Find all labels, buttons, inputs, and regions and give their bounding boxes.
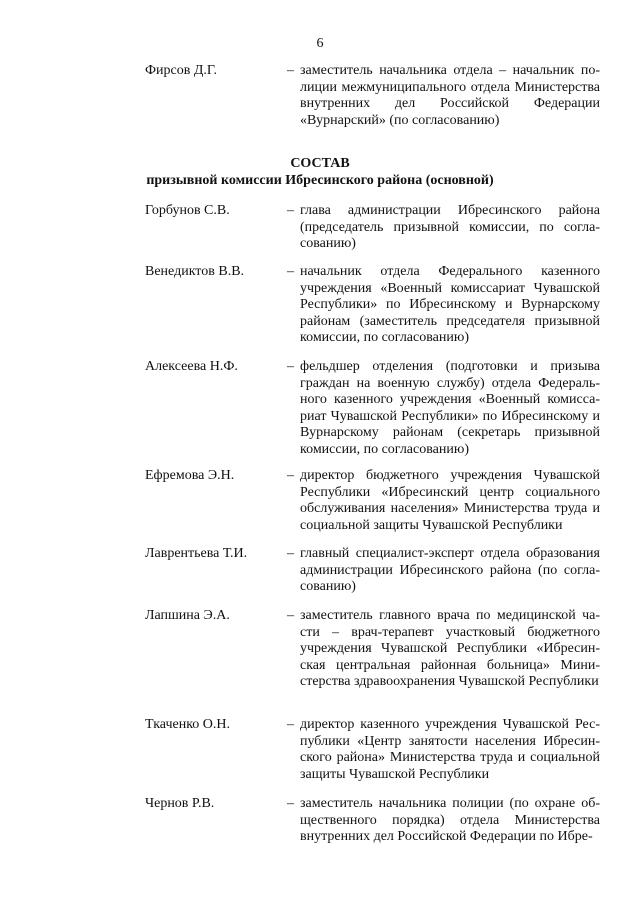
member-role: директор бюджетного учреждения Чувашской Республики «Ибресинский центр социального обслуживания населения» Министерства труда и социальной защиты Чувашской Республики xyxy=(300,468,600,533)
dash-separator: – xyxy=(287,359,294,374)
member-entry xyxy=(145,546,600,596)
member-role: заместитель главного врача по медицинской части – врач-терапевт участковый бюджетного учреждения Чувашской Республики «Ибресинская центральная районная больница» Министерства здравоохранения Чувашской Республики xyxy=(300,608,600,689)
dash-separator: – xyxy=(287,203,294,218)
member-role: главный специалист-эксперт отдела образования администрации Ибресинского района (по согласованию) xyxy=(300,546,600,594)
member-name: Фирсов Д.Г. xyxy=(145,63,217,78)
heading-title: СОСТАВ xyxy=(290,156,350,171)
member-entry xyxy=(145,359,600,458)
member-name: Лапшина Э.А. xyxy=(145,608,230,623)
member-role: глава администрации Ибресинского района (председатель призывной комиссии, по согласованию) xyxy=(300,203,600,251)
dash-separator: – xyxy=(287,608,294,623)
member-entry xyxy=(145,468,600,534)
member-role: директор казенного учреждения Чувашской Республики «Центр занятости населения Ибресинского района» Министерства труда и социальной защиты Чувашской Республики xyxy=(300,717,600,782)
member-role: начальник отдела Федерального казенного учреждения «Военный комиссариат Чувашской Республики» по Ибресинскому и Вурнарскому районам (заместитель председателя призывной комиссии, по согласованию) xyxy=(300,264,600,345)
member-role: заместитель начальника полиции (по охране общественного порядка) отдела Министерства внутренних дел Российской Федерации по Ибре- xyxy=(300,796,600,844)
dash-separator: – xyxy=(287,546,294,561)
member-name: Ткаченко О.Н. xyxy=(145,717,231,732)
member-name: Чернов Р.В. xyxy=(145,796,215,811)
dash-separator: – xyxy=(287,468,294,483)
member-role: заместитель начальника отдела – начальник полиции межмуниципального отдела Министерства внутренних дел Российской Федерации «Вурнарский» (по согласованию) xyxy=(300,63,600,128)
member-name: Ефремова Э.Н. xyxy=(145,468,235,483)
member-entry xyxy=(145,717,600,783)
member-entry xyxy=(145,608,600,691)
heading-subtitle: призывной комиссии Ибресинского района (основной) xyxy=(146,173,494,188)
member-entry xyxy=(145,264,600,347)
commission-entry-top xyxy=(145,63,600,129)
dash-separator: – xyxy=(287,796,294,811)
member-name: Горбунов С.В. xyxy=(145,203,230,218)
dash-separator: – xyxy=(287,264,294,279)
member-entry xyxy=(145,796,600,846)
member-name: Лаврентьева Т.И. xyxy=(145,546,248,561)
member-name: Алексеева Н.Ф. xyxy=(145,359,238,374)
dash-separator: – xyxy=(287,63,294,78)
member-role: фельдшер отделения (подготовки и призыва граждан на военную службу) отдела Федерального казенного учреждения «Военный комиссариат Чувашской Республики» по Ибресинскому и Вурнарскому районам (секретарь призывной комиссии, по согласованию) xyxy=(300,359,600,457)
member-name: Венедиктов В.В. xyxy=(145,264,245,279)
page-number: 6 xyxy=(316,36,324,51)
section-heading xyxy=(0,155,640,189)
dash-separator: – xyxy=(287,717,294,732)
member-entry xyxy=(145,203,600,253)
